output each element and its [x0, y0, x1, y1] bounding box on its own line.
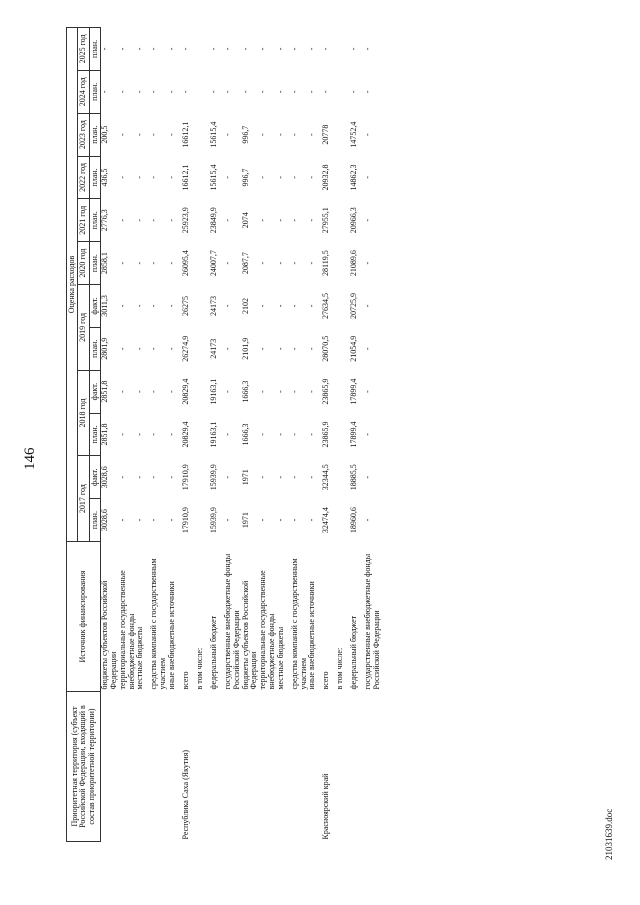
territory-cell: [291, 692, 309, 842]
source-cell: средства компаний с государственным участием: [149, 558, 168, 690]
value-cell: 27955,1: [321, 207, 331, 234]
header-fact: факт.: [89, 456, 100, 499]
source-cell: территориальные государственные внебюджетные фонды: [117, 570, 136, 690]
value-cell: -: [307, 304, 317, 308]
header-year: 2022 год: [78, 156, 89, 199]
value-cell: -: [222, 133, 232, 136]
table-row: [259, 28, 277, 842]
table-row: [196, 28, 210, 842]
header-territory: Приоритетная территория (субъект Российской Федерации, входящий в состав приоритетной территории): [67, 692, 101, 842]
value-cell: -: [222, 90, 232, 94]
value-cell: -: [363, 347, 373, 351]
value-cell: 26275: [180, 295, 190, 316]
value-cell: [196, 199, 210, 242]
territory-cell: [136, 692, 150, 842]
value-cell: -: [222, 261, 232, 265]
value-cell: 23865,9: [321, 421, 331, 448]
value-cell: -: [307, 261, 317, 265]
header-fact: факт.: [89, 370, 100, 413]
table-row: [308, 28, 322, 842]
value-cell: -: [258, 90, 268, 94]
value-cell: -: [100, 47, 110, 51]
value-cell: -: [222, 475, 232, 479]
value-cell: 1666,3: [240, 423, 250, 446]
value-cell: -: [117, 433, 127, 436]
source-cell: всего: [180, 671, 190, 690]
value-cell: 15615,4: [208, 164, 218, 191]
header-fact: факт.: [89, 285, 100, 328]
value-cell: -: [275, 218, 285, 222]
budget-table: [66, 27, 382, 842]
value-cell: [196, 285, 210, 328]
value-cell: -: [166, 90, 176, 94]
value-cell: -: [275, 176, 285, 179]
value-cell: -: [149, 133, 159, 136]
table-row: [291, 28, 309, 842]
value-cell: -: [135, 518, 145, 522]
value-cell: -: [117, 133, 127, 136]
table-row: [150, 28, 168, 842]
header-plan: план.: [89, 156, 100, 199]
value-cell: -: [363, 390, 373, 393]
header-year: 2020 год: [78, 242, 89, 285]
value-cell: [336, 370, 350, 413]
source-cell: в том числе:: [194, 647, 204, 690]
header-year: 2017 год: [78, 456, 89, 542]
table-row: [136, 28, 150, 842]
value-cell: 20829,4: [180, 378, 190, 405]
value-cell: -: [117, 390, 127, 393]
value-cell: -: [208, 47, 218, 51]
value-cell: -: [289, 176, 299, 179]
value-cell: -: [275, 433, 285, 436]
value-cell: -: [289, 390, 299, 393]
value-cell: -: [240, 90, 250, 94]
value-cell: -: [222, 218, 232, 222]
value-cell: -: [135, 133, 145, 136]
value-cell: 26095,4: [180, 250, 190, 277]
source-cell: государственные внебюджетные фонды Российской Федерации: [363, 553, 382, 690]
value-cell: -: [222, 433, 232, 436]
value-cell: 1971: [240, 469, 250, 486]
value-cell: -: [363, 475, 373, 479]
value-cell: 20829,4: [180, 421, 190, 448]
table-row: [242, 28, 260, 842]
value-cell: -: [166, 133, 176, 136]
header-plan: план.: [89, 70, 100, 113]
value-cell: -: [289, 218, 299, 222]
value-cell: [336, 413, 350, 456]
territory-cell: [150, 692, 168, 842]
value-cell: -: [258, 390, 268, 393]
table-row: [101, 28, 119, 842]
value-cell: 20778: [321, 124, 331, 145]
value-cell: [336, 327, 350, 370]
value-cell: -: [149, 304, 159, 308]
value-cell: 436,5: [100, 168, 110, 187]
value-cell: -: [222, 304, 232, 308]
source-cell: иные внебюджетные источники: [166, 581, 176, 690]
value-cell: -: [258, 347, 268, 351]
header-plan: план.: [89, 413, 100, 456]
value-cell: 21054,9: [349, 335, 359, 362]
territory-cell: [196, 692, 210, 842]
value-cell: -: [307, 47, 317, 51]
header-plan: план.: [89, 28, 100, 71]
value-cell: [336, 285, 350, 328]
value-cell: -: [117, 475, 127, 479]
value-cell: 2858,1: [100, 252, 110, 275]
value-cell: [336, 28, 350, 71]
value-cell: -: [289, 518, 299, 522]
header-estimate: Оценка расходов: [67, 28, 78, 542]
value-cell: 23865,9: [321, 378, 331, 405]
territory-cell: [119, 692, 137, 842]
value-cell: -: [307, 218, 317, 222]
territory-cell: [101, 692, 119, 842]
value-cell: -: [222, 347, 232, 351]
value-cell: 2074: [240, 212, 250, 229]
page-number: 146: [22, 447, 38, 470]
value-cell: [336, 70, 350, 113]
territory-cell: [308, 692, 322, 842]
value-cell: -: [275, 261, 285, 265]
value-cell: -: [258, 518, 268, 522]
value-cell: -: [117, 261, 127, 265]
table-row: [119, 28, 137, 842]
value-cell: -: [135, 475, 145, 479]
header-year: 2018 год: [78, 370, 89, 456]
value-cell: -: [321, 90, 331, 94]
value-cell: 18885,5: [349, 464, 359, 491]
value-cell: -: [135, 261, 145, 265]
header-plan: план.: [89, 499, 100, 542]
territory-cell: [210, 692, 224, 842]
source-cell: территориальные государственные внебюджетные фонды: [258, 570, 276, 690]
value-cell: 24173: [208, 338, 218, 359]
value-cell: -: [135, 347, 145, 351]
value-cell: -: [166, 433, 176, 436]
value-cell: -: [289, 90, 299, 94]
value-cell: -: [289, 433, 299, 436]
value-cell: -: [275, 304, 285, 308]
value-cell: -: [289, 47, 299, 51]
value-cell: -: [363, 133, 373, 136]
value-cell: -: [135, 90, 145, 94]
territory-cell: [277, 692, 291, 842]
value-cell: 20932,8: [321, 164, 331, 191]
value-cell: -: [275, 133, 285, 136]
territory-cell: Красноярский край: [321, 773, 331, 840]
value-cell: -: [149, 518, 159, 522]
value-cell: -: [166, 475, 176, 479]
value-cell: [336, 156, 350, 199]
territory-cell: [259, 692, 277, 842]
value-cell: -: [117, 90, 127, 94]
value-cell: 996,7: [240, 125, 250, 144]
value-cell: -: [117, 518, 127, 522]
value-cell: [336, 499, 350, 542]
value-cell: 19163,1: [208, 421, 218, 448]
value-cell: -: [166, 304, 176, 308]
value-cell: [196, 242, 210, 285]
table-row: [336, 28, 350, 842]
value-cell: -: [149, 433, 159, 436]
value-cell: -: [275, 390, 285, 393]
value-cell: -: [307, 475, 317, 479]
value-cell: -: [258, 218, 268, 222]
value-cell: [336, 113, 350, 156]
value-cell: -: [307, 90, 317, 94]
value-cell: [196, 156, 210, 199]
value-cell: 2087,7: [240, 252, 250, 275]
value-cell: -: [349, 90, 359, 94]
value-cell: 2801,9: [100, 337, 110, 360]
value-cell: -: [117, 218, 127, 222]
value-cell: -: [149, 90, 159, 94]
header-year: 2019 год: [78, 285, 89, 371]
value-cell: -: [180, 90, 190, 94]
value-cell: -: [135, 47, 145, 51]
value-cell: -: [349, 47, 359, 51]
value-cell: -: [166, 176, 176, 179]
value-cell: 1666,3: [240, 380, 250, 403]
value-cell: 3011,3: [100, 295, 110, 317]
header-year: 2021 год: [78, 199, 89, 242]
table-row: [224, 28, 242, 842]
value-cell: -: [166, 390, 176, 393]
value-cell: -: [180, 47, 190, 51]
value-cell: 16612,1: [180, 164, 190, 191]
value-cell: -: [100, 90, 110, 94]
value-cell: -: [166, 261, 176, 265]
value-cell: 23849,9: [208, 207, 218, 234]
header-source: Источник финансирования: [67, 542, 101, 692]
value-cell: -: [208, 90, 218, 94]
value-cell: 14862,3: [349, 164, 359, 191]
value-cell: -: [289, 304, 299, 308]
document-id: 21031639.doc: [604, 808, 614, 860]
table-row: [210, 28, 224, 842]
value-cell: 15939,9: [208, 507, 218, 534]
value-cell: 14752,4: [349, 121, 359, 148]
value-cell: 15939,9: [208, 464, 218, 491]
value-cell: 17899,4: [349, 421, 359, 448]
value-cell: -: [275, 518, 285, 522]
value-cell: 21089,6: [349, 250, 359, 277]
value-cell: -: [149, 176, 159, 179]
value-cell: -: [166, 47, 176, 51]
value-cell: -: [117, 304, 127, 308]
value-cell: [336, 199, 350, 242]
value-cell: 17910,9: [180, 464, 190, 491]
value-cell: 20966,3: [349, 207, 359, 234]
value-cell: -: [363, 518, 373, 522]
source-cell: бюджеты субъектов Российской Федерации: [240, 580, 259, 690]
territory-cell: [350, 692, 364, 842]
value-cell: -: [363, 90, 373, 94]
value-cell: 26274,9: [180, 335, 190, 362]
source-cell: местные бюджеты: [135, 626, 145, 690]
value-cell: 28119,5: [321, 250, 331, 276]
budget-table-sheet: [66, 27, 581, 842]
value-cell: -: [363, 218, 373, 222]
header-year: 2025 год: [78, 28, 89, 71]
territory-cell: [336, 692, 350, 842]
value-cell: 18960,6: [349, 507, 359, 534]
value-cell: -: [135, 176, 145, 179]
value-cell: -: [275, 475, 285, 479]
header-year: 2024 год: [78, 70, 89, 113]
value-cell: [336, 242, 350, 285]
value-cell: 32474,4: [321, 507, 331, 534]
value-cell: -: [117, 176, 127, 179]
value-cell: -: [289, 261, 299, 265]
value-cell: 1971: [240, 512, 250, 529]
value-cell: 996,7: [240, 168, 250, 187]
value-cell: -: [149, 475, 159, 479]
value-cell: -: [135, 218, 145, 222]
value-cell: 200,5: [100, 125, 110, 144]
value-cell: -: [363, 176, 373, 179]
value-cell: 15615,4: [208, 121, 218, 148]
source-cell: иные внебюджетные источники: [307, 581, 317, 690]
value-cell: 3028,6: [100, 466, 110, 489]
table-row: [182, 28, 196, 842]
value-cell: -: [117, 47, 127, 51]
value-cell: 24173: [208, 295, 218, 316]
value-cell: 17910,9: [180, 507, 190, 534]
value-cell: -: [149, 47, 159, 51]
value-cell: -: [222, 518, 232, 522]
value-cell: 20725,9: [349, 292, 359, 319]
value-cell: -: [363, 47, 373, 51]
value-cell: -: [117, 347, 127, 351]
header-plan: план.: [89, 199, 100, 242]
territory-cell: [242, 692, 260, 842]
value-cell: -: [307, 390, 317, 393]
value-cell: [196, 370, 210, 413]
value-cell: 2851,8: [100, 380, 110, 403]
territory-cell: [224, 692, 242, 842]
value-cell: -: [258, 433, 268, 436]
value-cell: -: [135, 433, 145, 436]
value-cell: [196, 456, 210, 499]
table-row: [350, 28, 364, 842]
source-cell: федеральный бюджет: [349, 615, 359, 690]
value-cell: -: [275, 347, 285, 351]
value-cell: [196, 413, 210, 456]
value-cell: -: [307, 433, 317, 436]
value-cell: -: [135, 304, 145, 308]
value-cell: -: [363, 261, 373, 265]
header-plan: план.: [89, 242, 100, 285]
value-cell: -: [166, 347, 176, 351]
source-cell: государственные внебюджетные фонды Российской Федерации: [222, 553, 241, 690]
value-cell: 2101,9: [240, 337, 250, 360]
value-cell: -: [307, 133, 317, 136]
value-cell: [196, 28, 210, 71]
value-cell: -: [275, 90, 285, 94]
value-cell: -: [166, 218, 176, 222]
value-cell: 2851,8: [100, 423, 110, 446]
source-cell: в том числе:: [335, 647, 345, 690]
value-cell: -: [307, 518, 317, 522]
value-cell: -: [240, 47, 250, 51]
value-cell: -: [307, 176, 317, 179]
value-cell: 3028,6: [100, 509, 110, 532]
source-cell: федеральный бюджет: [208, 615, 218, 690]
source-cell: средства компаний с государственным участием: [289, 558, 308, 690]
header-plan: план.: [89, 113, 100, 156]
value-cell: -: [222, 390, 232, 393]
value-cell: 24007,7: [208, 250, 218, 277]
value-cell: -: [149, 347, 159, 351]
value-cell: -: [258, 475, 268, 479]
value-cell: -: [149, 390, 159, 393]
header-year: 2023 год: [78, 113, 89, 156]
value-cell: [196, 499, 210, 542]
territory-cell: Республика Саха (Якутия): [180, 749, 190, 840]
value-cell: -: [289, 133, 299, 136]
value-cell: 16612,1: [180, 121, 190, 148]
value-cell: 27634,5: [321, 292, 331, 319]
value-cell: -: [258, 47, 268, 51]
territory-cell: [364, 692, 382, 842]
value-cell: -: [363, 304, 373, 308]
territory-cell: [168, 692, 182, 842]
source-cell: бюджеты субъектов Российской Федерации: [100, 580, 118, 690]
value-cell: 19163,1: [208, 378, 218, 405]
value-cell: -: [149, 218, 159, 222]
header-plan: план.: [89, 327, 100, 370]
value-cell: -: [166, 518, 176, 522]
value-cell: 25923,9: [180, 207, 190, 234]
value-cell: -: [222, 176, 232, 179]
value-cell: -: [258, 261, 268, 265]
table-row: [168, 28, 182, 842]
source-cell: всего: [321, 671, 331, 690]
value-cell: -: [258, 133, 268, 136]
value-cell: 32344,5: [321, 464, 331, 491]
value-cell: -: [258, 176, 268, 179]
value-cell: [196, 327, 210, 370]
value-cell: 17899,4: [349, 378, 359, 405]
value-cell: -: [363, 433, 373, 436]
value-cell: -: [149, 261, 159, 265]
value-cell: [196, 70, 210, 113]
value-cell: -: [289, 347, 299, 351]
value-cell: 28070,5: [321, 335, 331, 362]
value-cell: -: [275, 47, 285, 51]
table-row: [364, 28, 382, 842]
value-cell: -: [258, 304, 268, 308]
value-cell: -: [289, 475, 299, 479]
value-cell: -: [321, 47, 331, 51]
value-cell: 2102: [240, 297, 250, 314]
value-cell: 2776,3: [100, 209, 110, 232]
source-cell: местные бюджеты: [275, 626, 285, 690]
value-cell: [336, 456, 350, 499]
table-row: [277, 28, 291, 842]
value-cell: [196, 113, 210, 156]
value-cell: -: [135, 390, 145, 393]
table-row: [322, 28, 336, 842]
value-cell: -: [307, 347, 317, 351]
value-cell: -: [222, 47, 232, 51]
